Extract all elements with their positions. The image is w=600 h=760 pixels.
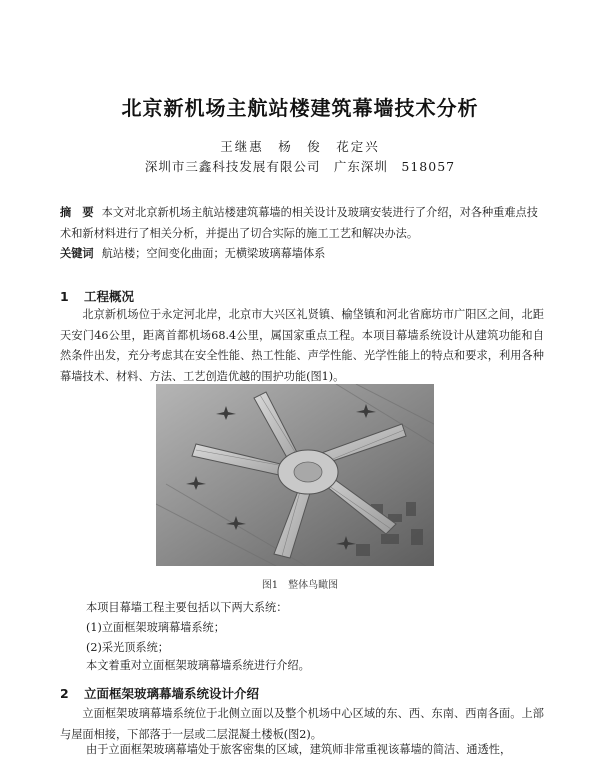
keywords-label: 关键词 [60, 247, 94, 260]
paper-affiliation: 深圳市三鑫科技发展有限公司 广东深圳 518057 [144, 159, 456, 174]
keywords [60, 244, 544, 264]
list-intro: 本项目幕墙工程主要包括以下两大系统： [86, 601, 288, 614]
section-number: 1 [60, 289, 69, 304]
section2-paragraph: 立面框架玻璃幕墙系统位于北侧立面以及整个机场中心区域的东、西、东南、西南各面。上部与屋面相接，下部落于一层或二层混凝土楼板(图2)。 [60, 707, 544, 741]
list-note: 本文着重对立面框架玻璃幕墙系统进行介绍。 [86, 659, 310, 672]
section-title: 立面框架玻璃幕墙系统设计介绍 [84, 686, 260, 701]
keywords-text: 航站楼；空间变化曲面；无横梁玻璃幕墙体系 [101, 247, 326, 260]
abstract [60, 202, 544, 244]
list-item: (1)立面框架玻璃幕墙系统； [86, 621, 225, 634]
figure-caption: 图1 整体鸟瞰图 [261, 580, 339, 591]
abstract-label: 摘 要 [60, 206, 94, 219]
aerial-photo-figure [156, 384, 434, 566]
section-title: 工程概况 [84, 289, 135, 304]
section1-paragraph: 北京新机场位于永定河北岸，北京市大兴区礼贤镇、榆垡镇和河北省廊坊市广阳区之间，北距天安门46公里，距离首都机场68.4公里，属国家重点工程。本项目幕墙系统设计从建筑功能和自然条件出发，充分考虑其在安全性能、热工性能、声学性能、光学性能上的特点和要求，利用各种幕墙技术、材料、方法、工艺创造优越的围护功能(图1)。 [60, 308, 544, 383]
abstract-text: 本文对北京新机场主航站楼建筑幕墙的相关设计及玻璃安装进行了介绍，对各种重难点技术和新材料进行了相关分析，并提出了切合实际的施工工艺和解决办法。 [60, 206, 538, 240]
terminal-aerial-image [156, 384, 434, 566]
section-heading-2 [60, 684, 540, 702]
list-item: (2)采光顶系统； [86, 641, 169, 654]
paper-title: 北京新机场主航站楼建筑幕墙技术分析 [121, 96, 479, 120]
section-number: 2 [60, 686, 69, 701]
paper-authors: 王继惠 杨 俊 花定兴 [220, 139, 380, 154]
section2-paragraph-continued: 由于立面框架玻璃幕墙处于旅客密集的区域，建筑师非常重视该幕墙的简洁、通透性， [86, 743, 512, 756]
section-heading-1 [60, 287, 540, 305]
